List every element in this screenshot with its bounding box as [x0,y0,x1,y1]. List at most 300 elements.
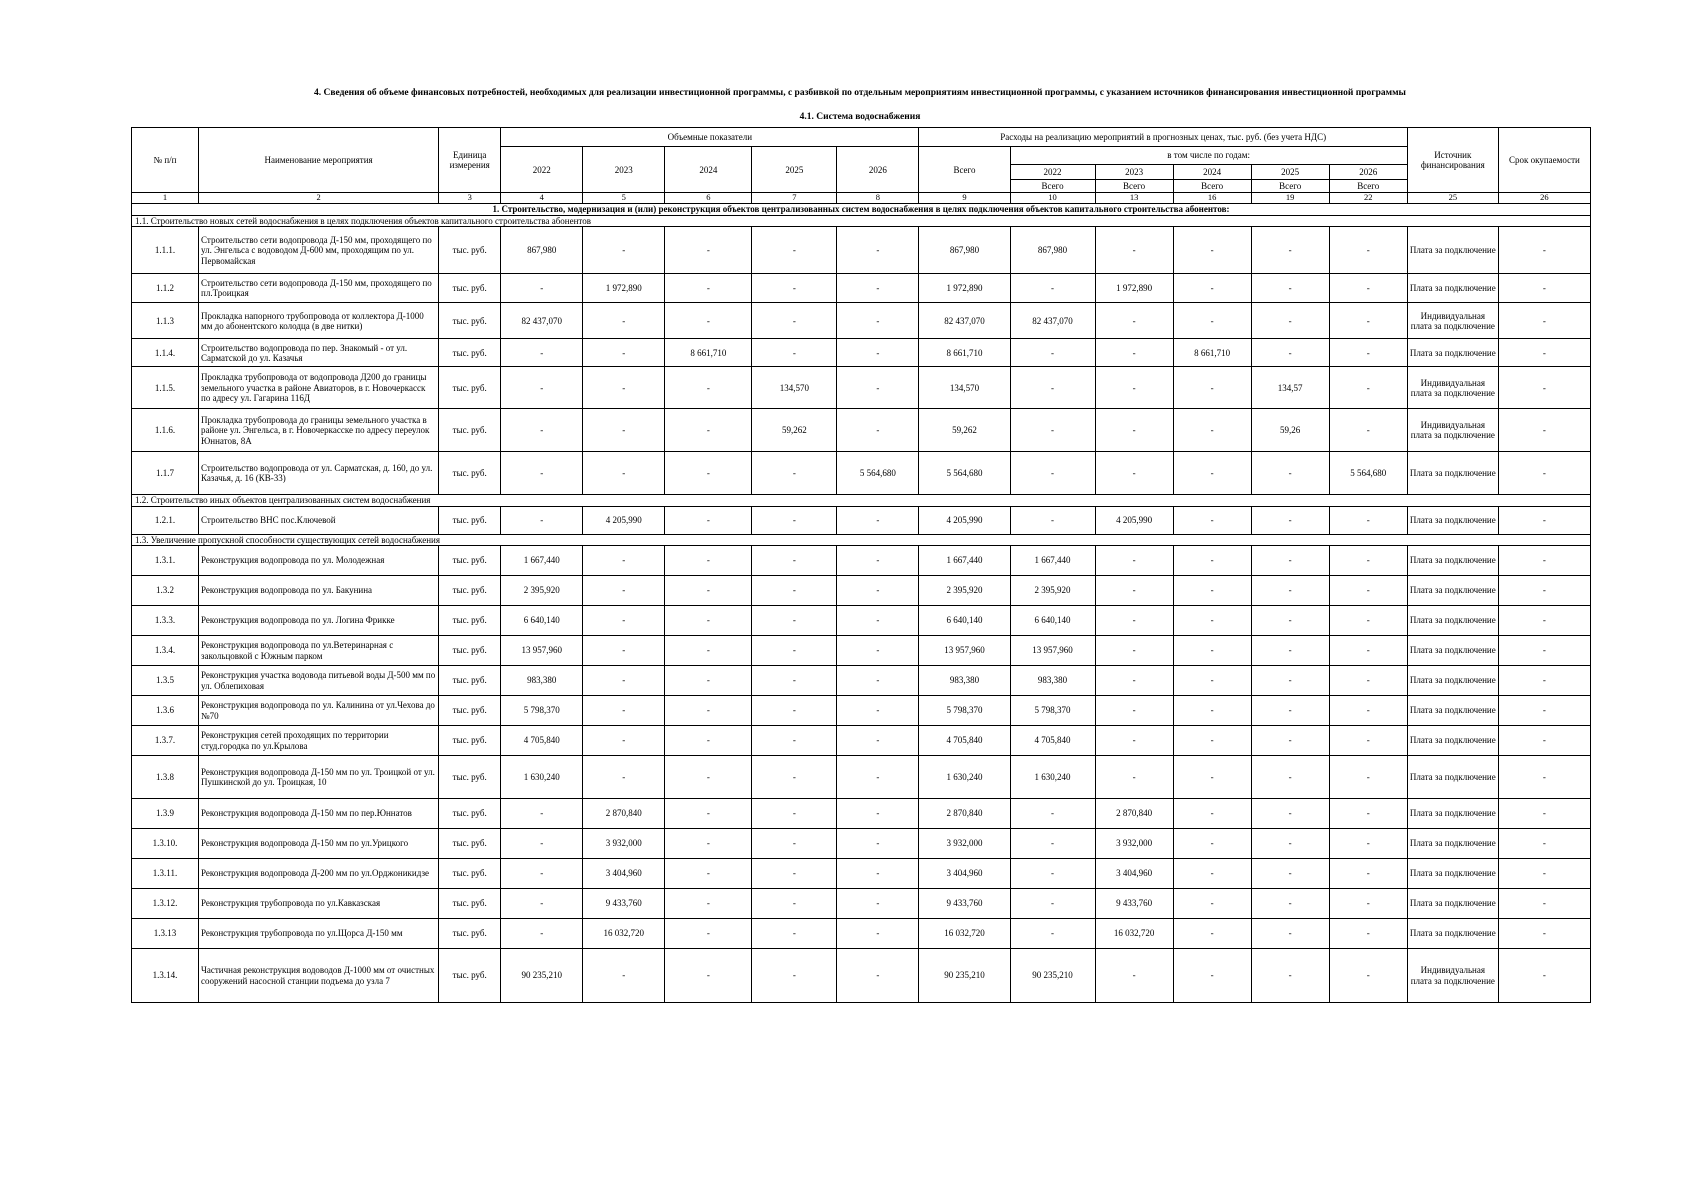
funding-source: Плата за подключение [1407,829,1498,859]
volume-value: - [752,636,837,666]
payback-period: - [1498,799,1590,829]
volume-value: - [583,452,665,495]
payback-period: - [1498,227,1590,274]
volume-value: - [752,799,837,829]
volume-value: - [583,576,665,606]
column-number: 16 [1173,193,1251,204]
activity-name: Реконструкция водопровода Д-150 мм по пер.Юннатов [199,799,439,829]
header-costs-group: Расходы на реализацию мероприятий в прогнозных ценах, тыс. руб. (без учета НДС) [919,128,1407,147]
activity-name: Реконструкция участка водовода питьевой воды Д-500 мм по ул. Облепиховая [199,666,439,696]
row-number: 1.1.6. [132,409,199,452]
year-cost: - [1251,274,1329,303]
total-cost: 3 404,960 [919,859,1010,889]
volume-value: - [583,227,665,274]
row-number: 1.3.4. [132,636,199,666]
table-row [132,576,1591,606]
column-number: 8 [837,193,919,204]
year-cost: - [1173,506,1251,534]
table-row [132,726,1591,756]
funding-source: Плата за подключение [1407,576,1498,606]
row-number: 1.1.4. [132,339,199,367]
funding-source: Индивидуальная плата за подключение [1407,409,1498,452]
payback-period: - [1498,756,1590,799]
table-row [132,303,1591,339]
year-cost: - [1329,829,1407,859]
year-cost: - [1010,859,1095,889]
payback-period: - [1498,726,1590,756]
activity-name: Строительство ВНС пос.Ключевой [199,506,439,534]
unit-cell: тыс. руб. [439,303,501,339]
volume-value: 9 433,760 [583,889,665,919]
volume-value: - [501,829,583,859]
volume-value: - [837,303,919,339]
volume-value: - [752,949,837,1003]
year-cost: - [1329,576,1407,606]
funding-source: Плата за подключение [1407,666,1498,696]
year-cost: - [1010,889,1095,919]
total-cost: 5 564,680 [919,452,1010,495]
volume-value: 5 798,370 [501,696,583,726]
volume-value: - [583,636,665,666]
row-number: 1.3.10. [132,829,199,859]
year-cost: - [1173,799,1251,829]
payback-period: - [1498,636,1590,666]
volume-value: - [665,829,752,859]
table-row [132,606,1591,636]
year-cost: - [1329,949,1407,1003]
year-cost: - [1251,227,1329,274]
year-cost: - [1251,829,1329,859]
year-cost: 59,26 [1251,409,1329,452]
volume-value: 867,980 [501,227,583,274]
total-cost: 4 205,990 [919,506,1010,534]
total-cost: 13 957,960 [919,636,1010,666]
table-row [132,666,1591,696]
volume-value: 2 395,920 [501,576,583,606]
total-cost: 5 798,370 [919,696,1010,726]
year-cost: - [1095,227,1173,274]
table-row [132,949,1591,1003]
column-number: 4 [501,193,583,204]
column-number: 13 [1095,193,1173,204]
table-row [132,889,1591,919]
volume-value: - [583,949,665,1003]
year-cost: - [1173,546,1251,576]
row-number: 1.3.7. [132,726,199,756]
year-cost: 867,980 [1010,227,1095,274]
year-cost: - [1173,452,1251,495]
activity-name: Строительство сети водопровода Д-150 мм, проходящего по ул. Энгельса с водоводом Д-600 мм, проходящим по ул. Первомайская [199,227,439,274]
year-cost: 983,380 [1010,666,1095,696]
year-cost: 16 032,720 [1095,919,1173,949]
volume-value: 6 640,140 [501,606,583,636]
activity-name: Реконструкция водопровода по ул.Ветеринарная с закольцовкой с Южным парком [199,636,439,666]
year-cost: 6 640,140 [1010,606,1095,636]
year-cost: 82 437,070 [1010,303,1095,339]
volume-value: 3 404,960 [583,859,665,889]
year-cost: 5 564,680 [1329,452,1407,495]
payback-period: - [1498,859,1590,889]
volume-value: 1 667,440 [501,546,583,576]
year-cost: - [1251,506,1329,534]
volume-value: - [501,859,583,889]
funding-source: Плата за подключение [1407,889,1498,919]
year-cost: - [1251,576,1329,606]
unit-cell: тыс. руб. [439,829,501,859]
volume-value: 90 235,210 [501,949,583,1003]
funding-source: Плата за подключение [1407,227,1498,274]
volume-value: - [837,367,919,409]
volume-value: - [501,506,583,534]
payback-period: - [1498,506,1590,534]
year-cost: - [1329,274,1407,303]
unit-cell: тыс. руб. [439,666,501,696]
unit-cell: тыс. руб. [439,799,501,829]
volume-value: - [752,726,837,756]
row-number: 1.3.13 [132,919,199,949]
unit-cell: тыс. руб. [439,636,501,666]
volume-value: - [665,367,752,409]
volume-value: - [752,606,837,636]
volume-value: - [501,409,583,452]
table-row [132,339,1591,367]
unit-cell: тыс. руб. [439,949,501,1003]
volume-value: - [837,274,919,303]
volume-value: 134,570 [752,367,837,409]
year-cost: - [1329,636,1407,666]
activity-name: Реконструкция водопровода по ул. Молодежная [199,546,439,576]
year-cost: - [1329,726,1407,756]
volume-value: - [501,889,583,919]
year-cost: - [1010,367,1095,409]
funding-source: Индивидуальная плата за подключение [1407,303,1498,339]
unit-cell: тыс. руб. [439,696,501,726]
activity-name: Прокладка трубопровода от водопровода Д200 до границы земельного участка в районе Авиаторов, в г. Новочеркасск по адресу ул. Гагарина 116Д [199,367,439,409]
row-number: 1.1.7 [132,452,199,495]
year-cost: - [1251,799,1329,829]
column-number: 6 [665,193,752,204]
volume-value: 13 957,960 [501,636,583,666]
subsection-heading: 1.1. Строительство новых сетей водоснабжения в целях подключения объектов капитального строительства абонентов [132,216,1591,227]
activity-name: Прокладка напорного трубопровода от коллектора Д-1000 мм до абонентского колодца (в две нитки) [199,303,439,339]
volume-value: - [837,409,919,452]
volume-value: - [665,696,752,726]
year-cost: 2 395,920 [1010,576,1095,606]
volume-value: - [837,546,919,576]
year-cost: - [1173,919,1251,949]
volume-value: 2 870,840 [583,799,665,829]
payback-period: - [1498,452,1590,495]
year-cost: - [1173,409,1251,452]
volume-value: - [752,889,837,919]
year-cost: - [1173,829,1251,859]
volume-value: - [665,919,752,949]
year-cost: 1 667,440 [1010,546,1095,576]
row-number: 1.3.2 [132,576,199,606]
funding-source: Индивидуальная плата за подключение [1407,367,1498,409]
unit-cell: тыс. руб. [439,576,501,606]
payback-period: - [1498,409,1590,452]
year-cost: - [1095,409,1173,452]
header-cost-year: 2026 [1329,165,1407,180]
volume-value: - [665,859,752,889]
row-number: 1.3.12. [132,889,199,919]
volume-value: - [665,506,752,534]
year-cost: - [1329,606,1407,636]
section-heading: 1. Строительство, модернизация и (или) реконструкция объектов централизованных систем водоснабжения в целях подключения объектов капитального строительства абонентов: [132,204,1591,216]
year-cost: - [1173,636,1251,666]
volume-value: - [752,859,837,889]
funding-source: Индивидуальная плата за подключение [1407,949,1498,1003]
year-cost: - [1251,303,1329,339]
unit-cell: тыс. руб. [439,919,501,949]
year-cost: - [1251,889,1329,919]
header-cost-year-total: Всего [1095,180,1173,193]
column-number: 2 [199,193,439,204]
volume-value: - [583,726,665,756]
unit-cell: тыс. руб. [439,409,501,452]
year-cost: - [1010,339,1095,367]
header-by-years: в том числе по годам: [1010,147,1407,165]
table-row [132,452,1591,495]
total-cost: 8 661,710 [919,339,1010,367]
total-cost: 867,980 [919,227,1010,274]
header-year: 2024 [665,147,752,193]
unit-cell: тыс. руб. [439,726,501,756]
activity-name: Реконструкция водопровода Д-200 мм по ул.Орджоникидзе [199,859,439,889]
volume-value: - [665,227,752,274]
volume-value: - [665,756,752,799]
table-row [132,367,1591,409]
funding-source: Плата за подключение [1407,696,1498,726]
table-row [132,756,1591,799]
year-cost: - [1251,546,1329,576]
year-cost: - [1329,409,1407,452]
volume-value: 1 630,240 [501,756,583,799]
year-cost: - [1173,666,1251,696]
total-cost: 983,380 [919,666,1010,696]
row-number: 1.3.1. [132,546,199,576]
year-cost: - [1095,303,1173,339]
volume-value: - [665,636,752,666]
document-title: 4. Сведения об объеме финансовых потребностей, необходимых для реализации инвестиционной программы, с разбивкой по отдельным мероприятиям инвестиционной программы, с указанием источников финансирования инвестиционной программы [314,88,1406,98]
unit-cell: тыс. руб. [439,339,501,367]
year-cost: - [1173,606,1251,636]
header-cost-year: 2022 [1010,165,1095,180]
activity-name: Реконструкция трубопровода по ул.Кавказская [199,889,439,919]
activity-name: Реконструкция сетей проходящих по территории студ.городка по ул.Крылова [199,726,439,756]
payback-period: - [1498,829,1590,859]
unit-cell: тыс. руб. [439,889,501,919]
volume-value: - [752,756,837,799]
year-cost: - [1251,452,1329,495]
year-cost: - [1095,726,1173,756]
year-cost: - [1329,756,1407,799]
volume-value: - [752,339,837,367]
year-cost: - [1329,859,1407,889]
year-cost: 3 404,960 [1095,859,1173,889]
year-cost: - [1173,949,1251,1003]
table-row [132,546,1591,576]
year-cost: 134,57 [1251,367,1329,409]
volume-value: - [837,636,919,666]
year-cost: - [1329,696,1407,726]
volume-value: - [837,726,919,756]
subsection-heading: 1.2. Строительство иных объектов централизованных систем водоснабжения [132,495,1591,506]
volume-value: 4 705,840 [501,726,583,756]
year-cost: - [1095,636,1173,666]
row-number: 1.3.9 [132,799,199,829]
payback-period: - [1498,303,1590,339]
volume-value: - [752,227,837,274]
header-volume-group: Объемные показатели [501,128,919,147]
year-cost: 13 957,960 [1010,636,1095,666]
year-cost: 8 661,710 [1173,339,1251,367]
unit-cell: тыс. руб. [439,859,501,889]
header-year: 2026 [837,147,919,193]
volume-value: - [837,889,919,919]
activity-name: Строительство сети водопровода Д-150 мм, проходящего по пл.Троицкая [199,274,439,303]
volume-value: - [752,452,837,495]
year-cost: - [1095,666,1173,696]
volume-value: 3 932,000 [583,829,665,859]
volume-value: - [501,919,583,949]
year-cost: - [1251,636,1329,666]
unit-cell: тыс. руб. [439,227,501,274]
volume-value: - [837,949,919,1003]
volume-value: 59,262 [752,409,837,452]
year-cost: - [1329,367,1407,409]
header-cost-year-total: Всего [1010,180,1095,193]
table-row [132,859,1591,889]
total-cost: 59,262 [919,409,1010,452]
header-cost-year: 2023 [1095,165,1173,180]
funding-source: Плата за подключение [1407,859,1498,889]
unit-cell: тыс. руб. [439,506,501,534]
payback-period: - [1498,919,1590,949]
year-cost: - [1173,726,1251,756]
unit-cell: тыс. руб. [439,452,501,495]
volume-value: - [665,889,752,919]
year-cost: 2 870,840 [1095,799,1173,829]
volume-value: - [837,339,919,367]
year-cost: - [1329,227,1407,274]
table-row [132,919,1591,949]
year-cost: - [1329,799,1407,829]
year-cost: - [1095,339,1173,367]
activity-name: Реконструкция водопровода Д-150 мм по ул. Троицкой от ул. Пушкинской до ул. Троицкая, 10 [199,756,439,799]
volume-value: - [837,666,919,696]
column-number: 3 [439,193,501,204]
year-cost: - [1251,726,1329,756]
payback-period: - [1498,666,1590,696]
table-row [132,506,1591,534]
year-cost: - [1095,452,1173,495]
header-year: 2022 [501,147,583,193]
year-cost: - [1329,889,1407,919]
table-row [132,409,1591,452]
activity-name: Строительство водопровода от ул. Сарматская, д. 160, до ул. Казачья, д. 16 (КВ-33) [199,452,439,495]
funding-source: Плата за подключение [1407,726,1498,756]
year-cost: - [1251,606,1329,636]
column-number: 5 [583,193,665,204]
year-cost: - [1173,859,1251,889]
volume-value: 983,380 [501,666,583,696]
volume-value: - [665,452,752,495]
row-number: 1.3.8 [132,756,199,799]
header-cost-year: 2024 [1173,165,1251,180]
volume-value: - [665,606,752,636]
volume-value: 4 205,990 [583,506,665,534]
volume-value: - [665,799,752,829]
row-number: 1.2.1. [132,506,199,534]
row-number: 1.1.5. [132,367,199,409]
activity-name: Строительство водопровода по пер. Знакомый - от ул. Сарматской до ул. Казачья [199,339,439,367]
header-unit: Единица измерения [439,128,501,193]
column-number: 19 [1251,193,1329,204]
header-year: 2023 [583,147,665,193]
row-number: 1.3.5 [132,666,199,696]
activity-name: Реконструкция водопровода Д-150 мм по ул.Урицкого [199,829,439,859]
total-cost: 1 667,440 [919,546,1010,576]
volume-value: - [752,303,837,339]
volume-value: - [583,409,665,452]
volume-value: - [665,546,752,576]
year-cost: - [1329,303,1407,339]
volume-value: - [501,274,583,303]
year-cost: 4 705,840 [1010,726,1095,756]
total-cost: 9 433,760 [919,889,1010,919]
volume-value: - [583,339,665,367]
row-number: 1.3.6 [132,696,199,726]
column-number: 1 [132,193,199,204]
year-cost: 4 205,990 [1095,506,1173,534]
header-source: Источник финансирования [1407,128,1498,193]
total-cost: 4 705,840 [919,726,1010,756]
year-cost: - [1095,606,1173,636]
volume-value: - [501,452,583,495]
year-cost: - [1010,829,1095,859]
funding-source: Плата за подключение [1407,452,1498,495]
year-cost: - [1010,274,1095,303]
year-cost: - [1251,666,1329,696]
activity-name: Реконструкция водопровода по ул. Логина Фрикке [199,606,439,636]
year-cost: - [1095,546,1173,576]
row-number: 1.3.3. [132,606,199,636]
year-cost: - [1251,859,1329,889]
section-title: 4.1. Система водоснабжения [799,112,921,122]
volume-value: - [665,666,752,696]
volume-value: - [752,666,837,696]
year-cost: 1 972,890 [1095,274,1173,303]
year-cost: 1 630,240 [1010,756,1095,799]
volume-value: - [837,919,919,949]
funding-source: Плата за подключение [1407,606,1498,636]
year-cost: - [1251,919,1329,949]
payback-period: - [1498,606,1590,636]
column-number: 10 [1010,193,1095,204]
volume-value: - [837,576,919,606]
total-cost: 134,570 [919,367,1010,409]
year-cost: - [1251,696,1329,726]
funding-source: Плата за подключение [1407,339,1498,367]
year-cost: - [1010,799,1095,829]
unit-cell: тыс. руб. [439,274,501,303]
volume-value: - [583,606,665,636]
year-cost: - [1095,576,1173,606]
volume-value: - [665,576,752,606]
row-number: 1.1.3 [132,303,199,339]
